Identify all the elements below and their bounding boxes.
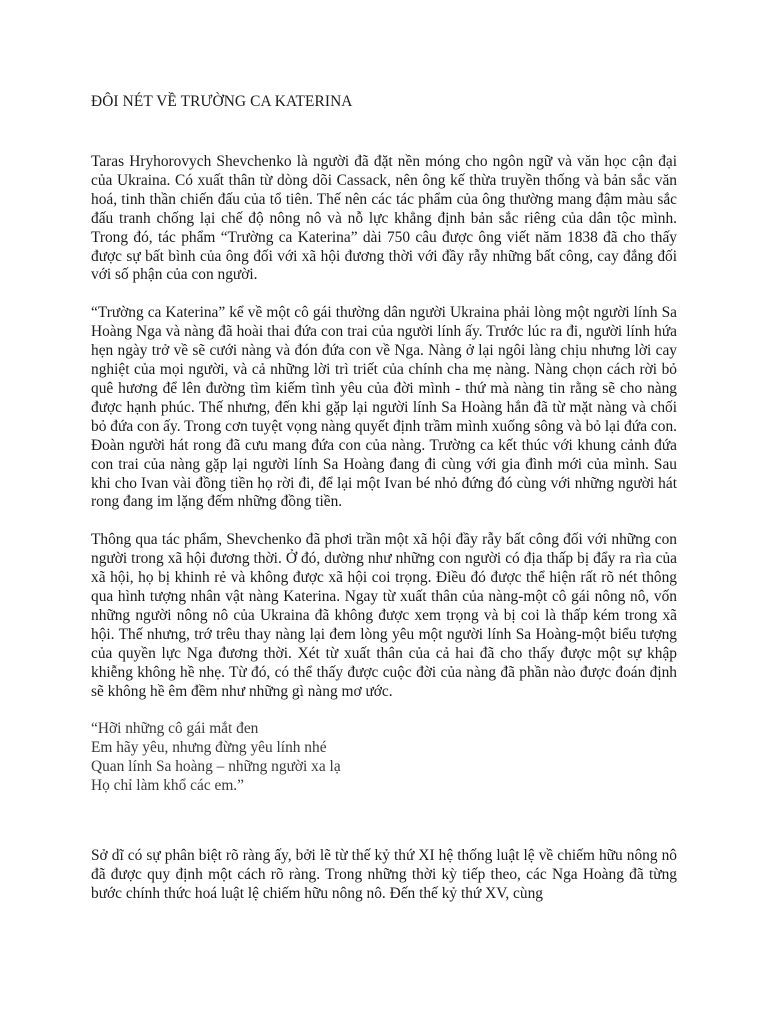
paragraph-summary: “Trường ca Katerina” kể về một cô gái thường dân người Ukraina phải lòng một người lính Sa Hoàng Nga và nàng đã hoài thai đứa con trai của người lính ấy. Trước lúc ra đi, người lính hứa hẹn ngày trở về sẽ cưới nàng và đón đứa con về Nga. Nàng ở lại ngôi làng chịu nhưng lời cay nghiệt của mọi người, và cả những lời trì triết của chính cha mẹ nàng. Nàng chọn cách rời bỏ quê hương để lên đường tìm kiếm tình yêu của đời mình - thứ mà nàng tin rằng sẽ cho nàng được hạnh phúc. Thế nhưng, đến khi gặp lại người lính Sa Hoàng hắn đã từ mặt nàng và chối bỏ đứa con ấy. Trong cơn tuyệt vọng nàng quyết định trầm mình xuống sông và bỏ lại đứa con. Đoàn người hát rong đã cưu mang đứa con của nàng. Trường ca kết thúc với khung cảnh đứa con trai của nàng gặp lại người lính Sa Hoàng đang đi cùng với gia đình mới của mình. Sau khi cho Ivan vài đồng tiền họ rời đi, để lại một Ivan bé nhỏ đứng đó cùng với những người hát rong đang im lặng đếm những đồng tiền.: [91, 304, 677, 511]
document-title: ĐÔI NÉT VỀ TRƯỜNG CA KATERINA: [91, 93, 353, 110]
paragraph-closing: Sở dĩ có sự phân biệt rõ ràng ấy, bởi lẽ từ thế kỷ thứ XI hệ thống luật lệ về chiếm hữu nông nô đã được quy định một cách rõ ràng. Trong những thời kỳ tiếp theo, các Nga Hoàng đã từng bước chính thức hoá luật lệ chiếm hữu nông nô. Đến thế kỷ thứ XV, cùng: [91, 847, 677, 902]
document-body: [91, 92, 677, 904]
poem-quote: [91, 720, 677, 796]
poem-line: Họ chỉ làm khổ các em.”: [91, 777, 244, 795]
poem-line: Em hãy yêu, nhưng đừng yêu lính nhé: [91, 739, 327, 757]
poem-line: Quan lính Sa hoàng – những người xa lạ: [91, 758, 341, 776]
poem-line: “Hỡi những cô gái mắt đen: [91, 720, 259, 738]
paragraph-analysis: Thông qua tác phẩm, Shevchenko đã phơi trần một xã hội đầy rẫy bất công đối với những con người trong xã hội đương thời. Ở đó, dường như những con người có địa thấp bị đẩy ra rìa của xã hội, họ bị khinh rẻ và không được xã hội coi trọng. Điều đó được thể hiện rất rõ nét thông qua hình tượng nhân vật nàng Katerina. Ngay từ xuất thân của nàng-một cô gái nông nô, vốn những người nông nô của Ukraina đã không được xem trọng và bị coi là thấp kém trong xã hội. Thế nhưng, trớ trêu thay nàng lại đem lòng yêu một người lính Sa Hoàng-một biểu tượng của quyền lực Nga đương thời. Xét từ xuất thân của cả hai đã cho thấy được một sự khập khiễng không hề nhẹ. Từ đó, có thể thấy được cuộc đời của nàng đã phần nào được đoán định sẽ không hề êm đềm như những gì nàng mơ ước.: [91, 531, 677, 700]
paragraph-intro: Taras Hryhorovych Shevchenko là người đã đặt nền móng cho ngôn ngữ và văn học cận đại của Ukraina. Có xuất thân từ dòng dõi Cassack, nên ông kế thừa truyền thống và bản sắc văn hoá, tinh thần chiến đấu của tổ tiên. Thế nên các tác phẩm của ông thường mang đậm màu sắc đấu tranh chống lại chế độ nông nô và nỗ lực khẳng định bản sắc riêng của dân tộc mình. Trong đó, tác phẩm “Trường ca Katerina” dài 750 câu được ông viết năm 1838 đã cho thấy được sự bất bình của ông đối với xã hội đương thời với đầy rẫy những bất công, cay đắng đối với số phận của con người.: [91, 153, 677, 284]
